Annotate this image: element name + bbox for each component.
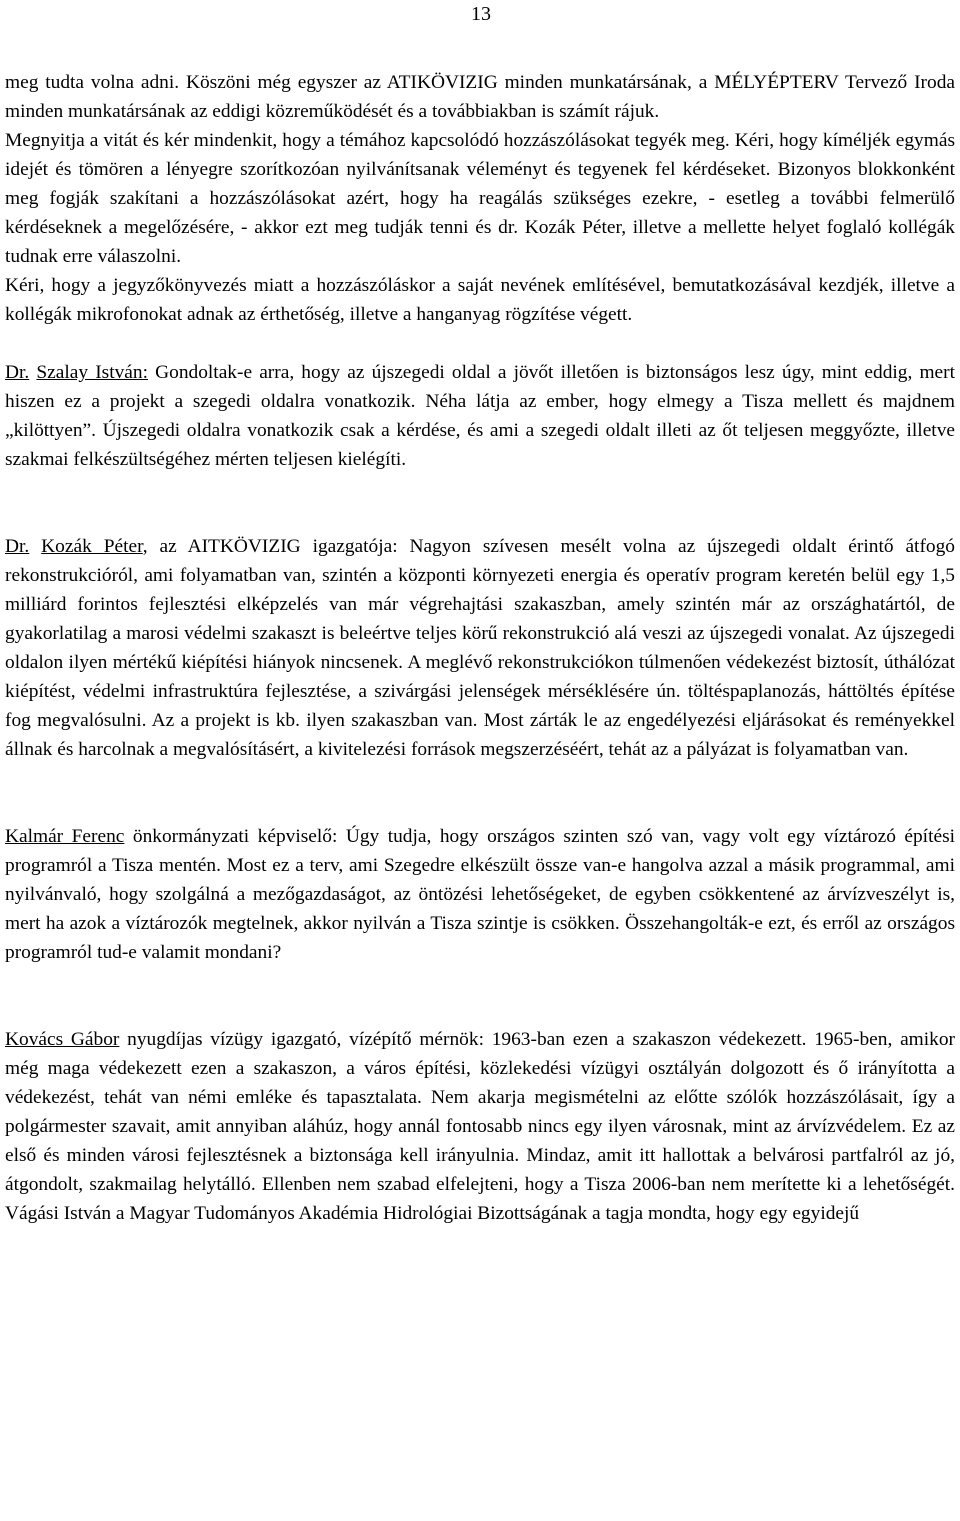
intro-paragraph-2: Megnyitja a vitát és kér mindenkit, hogy a témához kapcsolódó hozzászólásokat tegyék meg. Kéri, hogy kíméljék egymás idejét és tömören a lényegre szorítkozóan nyilvánítsanak véleményt és tegyenek fel kérdéseket. Bizonyos blokkonként meg fogják szakítani a hozzászólásokat azért, hogy ha reagálás szükséges ezekre, - esetleg a további felmerülő kérdéseknek a megelőzésére, - akkor ezt meg tudják tenni és dr. Kozák Péter, illetve a mellette helyet foglaló kollégák tudnak erre válaszolni. bbox=[5, 130, 955, 267]
speaker-text: Gondoltak-e arra, hogy az újszegedi oldal a jövőt illetően is biztonságos lesz úgy, mint eddig, mert hiszen ez a projekt a szegedi oldalra vonatkozik. Néha látja az ember, hogy elmegy a Tisza mellett és majdnem „kilöttyen”. Újszegedi oldalra vonatkozik csak a kérdése, és ami a szegedi oldalt illeti az őt teljesen meggyőzte, illetve szakmai felkészültségéhez mérten teljesen kielégíti. bbox=[5, 362, 955, 470]
speaker-text: önkormányzati képviselő: Úgy tudja, hogy országos szinten szó van, vagy volt egy víztározó építési programról a Tisza mentén. Most ez a terv, ami Szegedre elkészült össze van-e hangolva azzal a másik programmal, ami nyilvánvaló, hogy szolgálná a mezőgazdaságot, az öntözési lehetőségeket, de egyben csökkentené az árvízveszélyt is, mert ha azok a víztározók megtelnek, akkor nyilván a Tisza szintje is csökken. Összehangolták-e ezt, és erről az országos programról tud-e valamit mondani? bbox=[5, 826, 956, 963]
kalmar-paragraph bbox=[5, 822, 955, 967]
page-number: 13 bbox=[471, 3, 491, 25]
speaker-name: Szalay István: bbox=[36, 362, 148, 383]
speaker-name: Kovács Gábor bbox=[5, 1029, 120, 1050]
szalay-paragraph bbox=[5, 358, 955, 474]
speaker-text: , az AITKÖVIZIG igazgatója: Nagyon szívesen mesélt volna az újszegedi oldalt érintő átfogó rekonstrukcióról, ami folyamatban van, szintén a központi környezeti energia és operatív program keretén belül egy 1,5 milliárd forintos fejlesztési elképzelés van már végrehajtási szakaszban, amely szintén már az országhatártól, de gyakorlatilag a marosi védelmi szakaszt is beleértve teljes körű rekonstrukció alá veszi az újszegedi vonalat. Az újszegedi oldalon ilyen mértékű kiépítési hiányok nincsenek. A meglévő rekonstrukciókon túlmenően védekezést biztosít, úthálózat kiépítést, védelmi infrastruktúra fejlesztése, a szivárgási jelenségek mérséklésére ún. töltéspaplanozás, háttöltés építése fog megvalósulni. Az a projekt is kb. ilyen szakaszban van. Most zárták le az engedélyezési eljárásokat és reményekkel állnak és harcolnak a megvalósításért, a kivitelezési források megszerzéséért, tehát az a pályázat is folyamatban van. bbox=[5, 536, 955, 760]
speaker-title: Dr. bbox=[5, 362, 30, 383]
kovacs-paragraph bbox=[5, 1025, 955, 1228]
paragraph-spacer bbox=[5, 764, 955, 822]
speaker-name: Kalmár Ferenc bbox=[5, 826, 125, 847]
document-body bbox=[5, 68, 955, 1228]
intro-paragraph-3: Kéri, hogy a jegyzőkönyvezés miatt a hozzászóláskor a saját nevének említésével, bemutatkozásával kezdjék, illetve a kollégák mikrofonokat adnak az érthetőség, illetve a hanganyag rögzítése végett. bbox=[5, 275, 955, 325]
speaker-text: nyugdíjas vízügy igazgató, vízépítő mérnök: 1963-ban ezen a szakaszon védekezett. 1965-ben, amikor még maga védekezett ezen a szakaszon, a város építési, közlekedési vízügyi osztályán dolgozott és ő irányította a védekezést, tehát van némi emléke és tapasztalata. Nem akarja megismételni az előtte szólók hozzászólásait, így a polgármester szavait, amit annyiban aláhúz, hogy annál fontosabb nincs egy ilyen városnak, mint az árvízvédelem. Ez az első és minden városi fejlesztésnek a biztonsága kell irányulnia. Mindaz, amit itt hallottak a belvárosi partfalról az jó, átgondolt, szakmailag helytálló. Ellenben nem szabad elfelejteni, hogy a Tisza 2006-ban nem merítette ki a lehetőségét. Vágási István a Magyar Tudományos Akadémia Hidrológiai Bizottságának a tagja mondta, hogy egy egyidejű bbox=[5, 1029, 955, 1224]
paragraph-spacer bbox=[5, 474, 955, 532]
speaker-title: Dr. bbox=[5, 536, 30, 557]
kozak-paragraph bbox=[5, 532, 955, 764]
speaker-name: Kozák Péter bbox=[41, 536, 143, 557]
intro-paragraph-1: meg tudta volna adni. Köszöni még egyszer az ATIKÖVIZIG minden munkatársának, a MÉLYÉPTERV Tervező Iroda minden munkatársának az eddigi közreműködését és a továbbiakban is számít rájuk. bbox=[5, 72, 955, 122]
paragraph-spacer bbox=[5, 967, 955, 1025]
paragraph-spacer bbox=[5, 329, 955, 358]
